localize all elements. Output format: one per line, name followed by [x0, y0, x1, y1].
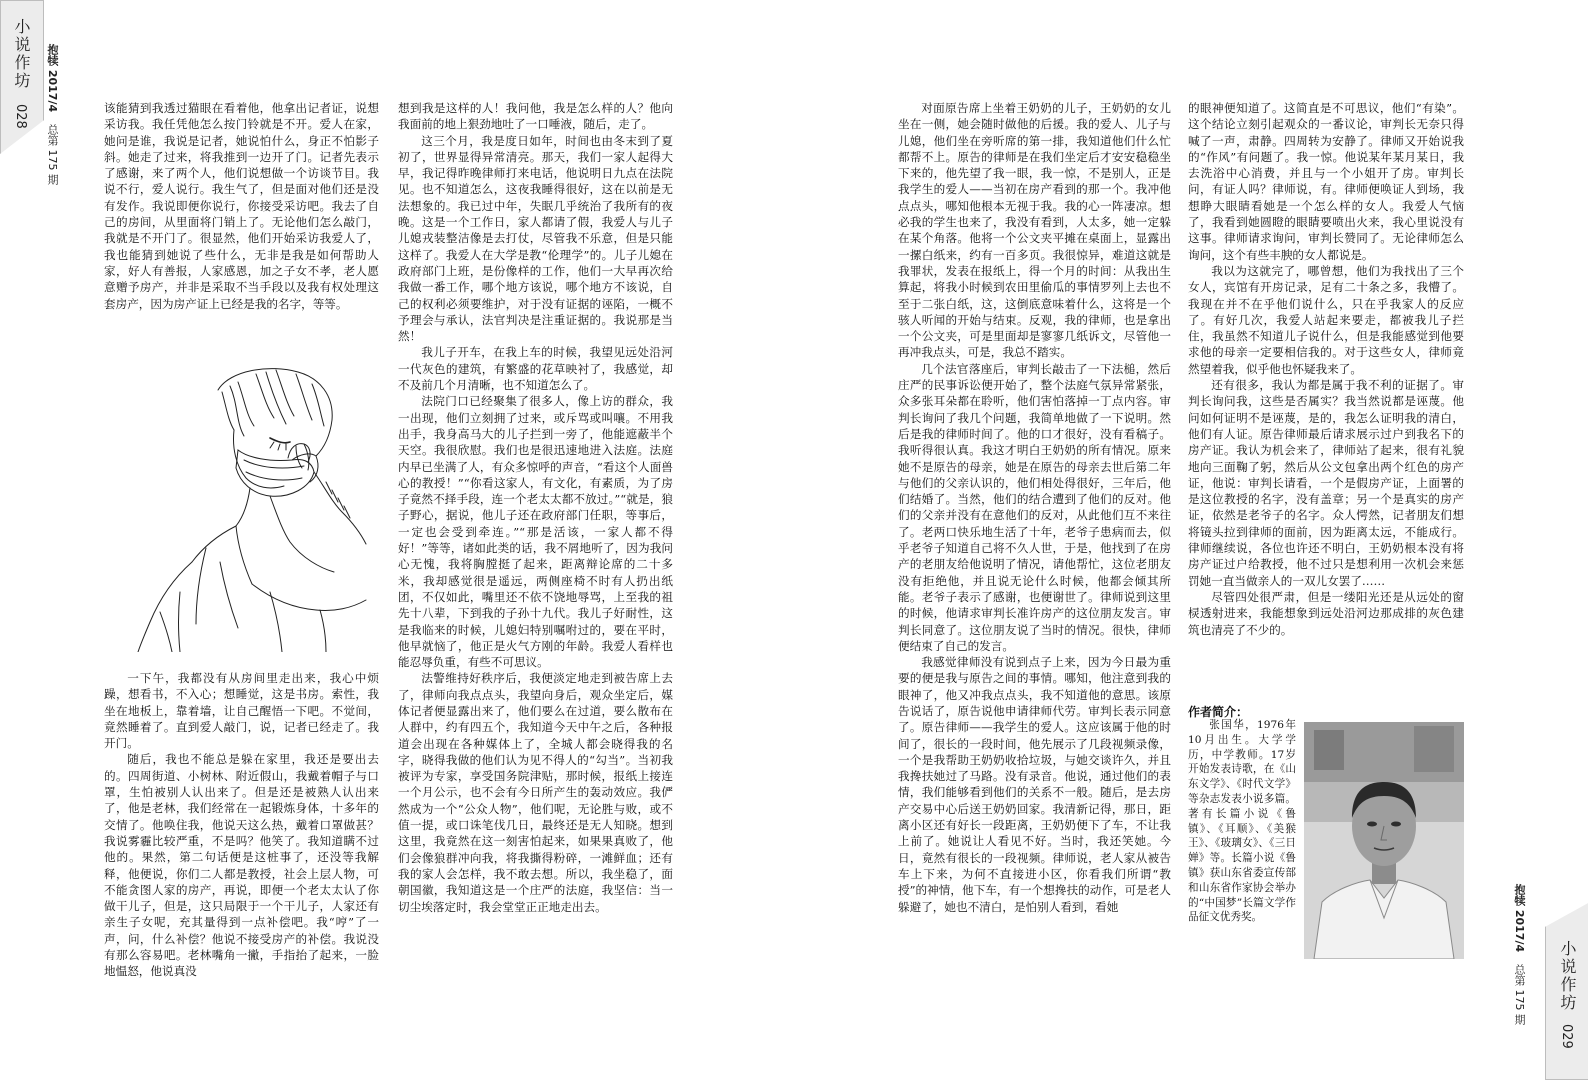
- paragraph: 法警维持好秩序后，我便淡定地走到被告席上去了，律师向我点点头，我望向身后，观众坐定后，媒体记者便显露出来了，他们要么在过道，要么散布在人群中，约有四五个，我知道今天中午之后，各种报道会出现在各种媒体上了，全城人都会晓得我的名字，晓得我做的他们认为见不得人的“勾当”。当初我被评为专家，享受国务院津贴，那时候，报纸上接连一个月公示，也不会有今日所产生的轰动效应。我俨然成为一个“公众人物”，他们呢，无论胜与败，或不值一提，或口诛笔伐几日，最终还是无人知晓。想到这里，我竟然在这一刻害怕起来，如果果真败了，他们会像狼群冲向我，将我撕得粉碎，一滩鲜血；还有我的家人会怎样，我不敢去想。所以，我坐稳了，面朝国徽，我知道这是一个庄严的法庭，我坚信：当一切尘埃落定时，我会堂堂正正地走出去。: [398, 671, 673, 914]
- paragraph: 尽管四处很严肃，但是一缕阳光还是从远处的窗棂透射进来，我能想象到远处沿河边那成排的灰色建筑也清亮了不少的。: [1188, 589, 1464, 637]
- right-issue-label: 抱犊 2017/4: [1513, 884, 1526, 953]
- author-bio-text: 张国华，1976年10月出生。大学学历，中学教师。17岁开始发表诗歌，在《山东文学》、《时代文学》等杂志发表小说多篇。著有长篇小说《鲁镇》、《耳顺》、《美猴王》、《玻璃女》、《三日婵》等。长篇小说《鲁镇》获山东省委宣传部和山东省作家协会举办的“中国梦”长篇文学作品征文优秀奖。: [1188, 719, 1296, 924]
- line-drawing-masked-person-illustration: [120, 362, 380, 652]
- left-page-number: 028: [13, 104, 28, 129]
- paragraph: 我感觉律师没有说到点子上来，因为今日最为重要的便是我与原告之间的事情。哪知，他注意到我的眼神了，他又冲我点点头，我不知道他的意思。该原告说话了，原告说他申请律师代劳。审判长表示同意了。原告律师——我学生的爱人。这应该属于他的时间了，很长的一段时间，他先展示了几段视频录像，一个是我帮助王奶奶收拾垃圾，与她交谈许久，并且我搀扶她过了马路。没有录音。他说，通过他们的表情，我们能够看到他们的关系不一般。随后，是去房产交易中心后送王奶奶回家。我清新记得，那日，距离小区还有好长一段距离，王奶奶便下了车，不让我上前了。她说让人看见不好。当时，我还笑她。今日，竟然有很长的一段视频。律师说，老人家从被告车上下来，为何不直接进小区，你看我们所谓“教授”的神情，他下车，有一个想搀扶的动作，可是老人躲避了，她也不清白，是怕别人看到，看她: [898, 655, 1171, 914]
- paragraph: 随后，我也不能总是躲在家里，我还是要出去的。四周街道、小树林、附近假山，我戴着帽子与口罩，生怕被别人认出来了。但是还是被熟人认出来了，他是老林，我们经常在一起锻炼身体，十多年的交情了。他唤住我，他说天这么热，戴着口罩做甚？我说雾霾比较严重，不是吗？他笑了。我知道瞒不过他的。果然，第二句话便是这桩事了，还没等我解释，他便说，你们二人都是教授，社会上层人物，可不能贪图人家的房产，再说，即便一个老太太认了你做干儿子，但是，这只局限于一个干儿子，人家还有亲生子女呢，充其量得到一点补偿吧。我“哼”了一声，问，什么补偿？他说不接受房产的补偿。我说没有那么容易吧。老林嘴角一撇，手指抬了起来，一脸地愠怒，他说真没: [104, 752, 379, 979]
- paragraph: 对面原告席上坐着王奶奶的儿子，王奶奶的女儿坐在一侧，她会随时做他的后援。我的爱人、儿子与儿媳，他们坐在旁听席的第一排，我知道他们什么忙都帮不上。原告的律师是在我们坐定后才安安稳稳坐下来的，他先望了我一眼，我一惊，不是别人，正是我学生的爱人——当初在房产看到的那一个。我冲他点点头，哪知他根本无视于我。我的心一阵凄凉。想必我的学生也来了，我没有看到，人太多，她一定躲在某个角落。他将一个公文夹平摊在桌面上，显露出一摞白纸来，约有一百多页。我很惊异，难道这就是我罪状，发表在报纸上，得一个月的时间：从我出生算起，将我小时候到农田里偷瓜的事情罗列上去也不至于二张白纸，这，这倒底意味着什么，这将是一个骇人听闻的开始与结束。反观，我的律师，也是拿出一个公文夹，可是里面却是寥寥几纸诉文，尽管他一再冲我点头，可是，我总不踏实。: [898, 101, 1171, 360]
- right-page-number: 029: [1559, 1024, 1574, 1049]
- paragraph: 几个法官落座后，审判长敲击了一下法槌，然后庄严的民事诉讼便开始了，整个法庭气氛异常紧张，众多张耳朵都在聆听，他们害怕落掉一丁点内容。审判长询问了我几个问题，我简单地做了一下说明。然后是我的律师时间了。他的口才很好，没有看稿子。我听得很认真。我这才明白王奶奶的所有情况。原来她不是原告的母亲，她是在原告的母亲去世后第二年与他们的父亲认识的，他们相处得很好，三年后，他们结婚了。当然，他们的结合遭到了他们的反对。他们的父亲并没有在意他们的反对，从此他们互不来往了。老两口快乐地生活了十年，老爷子患病而去，似乎老爷子知道自己将不久人世，于是，他找到了在房产的老朋友给他说明了情况，请他帮忙，这位老朋友没有拒绝他，并且说无论什么时候，他都会倾其所能。老爷子表示了感谢，也便谢世了。律师说到这里的时候，他请求审判长准许房产的这位朋友发言。审判长同意了。这位朋友说了当时的情况。很快，律师便结束了自己的发言。: [898, 361, 1171, 653]
- left-column-1-top: [104, 100, 379, 340]
- left-issue-label: 抱犊 2017/4: [46, 44, 59, 113]
- author-heading: 作者简介：: [1188, 705, 1249, 719]
- paragraph: 一下午，我都没有从房间里走出来，我心中烦躁，想看书，不入心；想睡觉，这是书房。索性，我坐在地板上，靠着墙，让自己醒悟一下吧。不觉间，竟然睡着了。直到爱人敲门，说，记者已经走了。我开门。: [104, 671, 379, 751]
- paragraph: 还有很多，我认为都是属于我不利的证据了。审判长询问我，这些是否属实？我当然说都是诬蔑。他问如何证明不是诬蔑，是的，我怎么证明我的清白，他们有人证。原告律师最后请求展示过户到我名下的房产证。我认为机会来了，律师站了起来，很有礼貌地向三面鞠了躬，然后从公文包拿出两个红色的房产证，他说：审判长请看，一个是假房产证，上面署的是这位教授的名字，没有盖章；另一个是真实的房产证，依然是老爷子的名字。众人愕然，记者朋友们想将镜头拉到律师的面前，因为距离太远，不能成行。律师继续说，各位也许还不明白，王奶奶根本没有将房产证过户给教授，他不过只是想利用一次机会来惩罚她一直当做亲人的一双儿女罢了……: [1188, 378, 1464, 588]
- paragraph: 我以为这就完了，哪曾想，他们为我找出了三个女人，宾馆有开房记录，足有二十条之多，我懵了。我现在并不在乎他们说什么，只在乎我家人的反应了。有好几次，我爱人站起来要走，都被我儿子拦住，我虽然不知道儿子说什么，但是我能感觉到他要求他的母亲一定要相信我的。对于这些女人，律师竟然望着我，似乎他也怀疑我来了。: [1188, 263, 1464, 376]
- paragraph: 法院门口已经聚集了很多人，像上访的群众，我一出现，他们立刻拥了过来，或斥骂或叫嚷。不用我出手，我身高马大的儿子拦到一旁了，他能遮蔽半个天空。我很欣慰。我们也是很迅速地进入法庭。法庭内早已坐满了人，有众多惊呼的声音，“看这个人面兽心的教授！”“你看这家人，有文化，有素质，为了房子竟然不择手段，连一个老太太都不放过。”“就是，狼子野心，据说，他儿子还在政府部门任职，等事后，一定也会受到牵连。”“那是活该，一家人都不得好！”等等，诸如此类的话，我不屑地听了，因为我问心无愧，我将胸膛挺了起来，距离辩论席的二十多米，我却感觉很是遥远，两侧座椅不时有人扔出纸团，不仅如此，嘴里还不依不饶地辱骂，上至我的祖先十八辈，下到我的子孙十九代。我儿子好耐性，这是我临来的时候，儿媳妇特别嘱咐过的，要在平时，他早就恼了，他正是火气方刚的年龄。我爱人看样也能忍辱负重，有些不可思议。: [398, 394, 673, 670]
- left-section-label: 小说作坊: [12, 18, 31, 90]
- paragraph: 这三个月，我是度日如年，时间也由冬末到了夏初了，世界显得异常清亮。那天，我们一家人起得大早，我记得昨晚律师打来电话，他说明日九点在法院见。也不知道怎么，这夜我睡得很好，这在以前是无法想象的。我已过中年，失眠几乎统治了我所有的夜晚。这是一个工作日，家人都请了假，我爱人与儿子儿媳戎装整洁像是去打仗，尽管我不乐意，但是只能这样了。我爱人在大学是教“伦理学”的。儿子儿媳在政府部门上班，是份像样的工作，他们一大早再次给我做一番工作，哪个地方该说，哪个地方不该说，自己的权利必须要维护，对于没有证据的诬陷，一概不予理会与承认，法官判决是注重证据的。我说那是当然！: [398, 133, 673, 344]
- paragraph: 我儿子开车，在我上车的时候，我望见远处沿河一代灰色的建筑，有繁盛的花草映衬了，我感觉，却不及前几个月清晰，也不知道怎么了。: [398, 345, 673, 393]
- paragraph: 的眼神便知道了。这简直是不可思议，他们“有染”。这个结论立刻引起观众的一番议论，审判长无奈只得喊了一声，肃静。四周转为安静了。律师又开始说我的“作风”有问题了。我一惊。他说某年某月某日，我去洗浴中心消费，并且与一个小姐开了房。审判长问，有证人吗？律师说，有。律师便唤证人到场，我想睁大眼睛看她是一个怎么样的女人。我爱人气恼了，我看到她圆瞪的眼睛要喷出火来，我心里说没有这事。律师请求询问，审判长赞同了。无论律师怎么询问，这个有些丰腴的女人都说是。: [1188, 101, 1464, 262]
- author-portrait-icon: [1304, 722, 1464, 959]
- paragraph: 该能猜到我透过猫眼在看着他，他拿出记者证，说想采访我。我任凭他怎么按门铃就是不开。爱人在家，她问是谁，我说是记者，她说怕什么，身正不怕影子斜。她走了过来，将我推到一边开了门。记者先表示了感谢，来了两个人，他们说想做一个访谈节目。我说不行，爱人说行。我生气了，但是面对他们还是没有发作。我说即便你说行，你接受采访吧。我去了自己的房间，从里面将门销上了。无论他们怎么敲门，我就是不开门了。很显然，他们开始采访我爱人了，我也能猜到她说了些什么，无非是我是如何帮助人家，好人有善报，人家感恩，加之子女不孝，老人愿意赠予房产，并非是采取不当手段以及我有权处理这套房产，因为房产证上已经是我的名字，等等。: [104, 101, 379, 311]
- left-issue-total: 总第 175 期: [46, 124, 59, 185]
- right-column-1: [898, 100, 1171, 995]
- left-column-2: [398, 100, 673, 995]
- right-section-label: 小说作坊: [1558, 940, 1577, 1012]
- right-issue-total: 总第 175 期: [1513, 964, 1526, 1025]
- author-bio: [1188, 718, 1296, 968]
- paragraph: 想到我是这样的人！我问他，我是怎么样的人？他向我面前的地上狠劲地吐了一口唾液，随后，走了。: [398, 101, 673, 132]
- right-column-2: [1188, 100, 1464, 692]
- left-column-1-bottom: [104, 670, 379, 995]
